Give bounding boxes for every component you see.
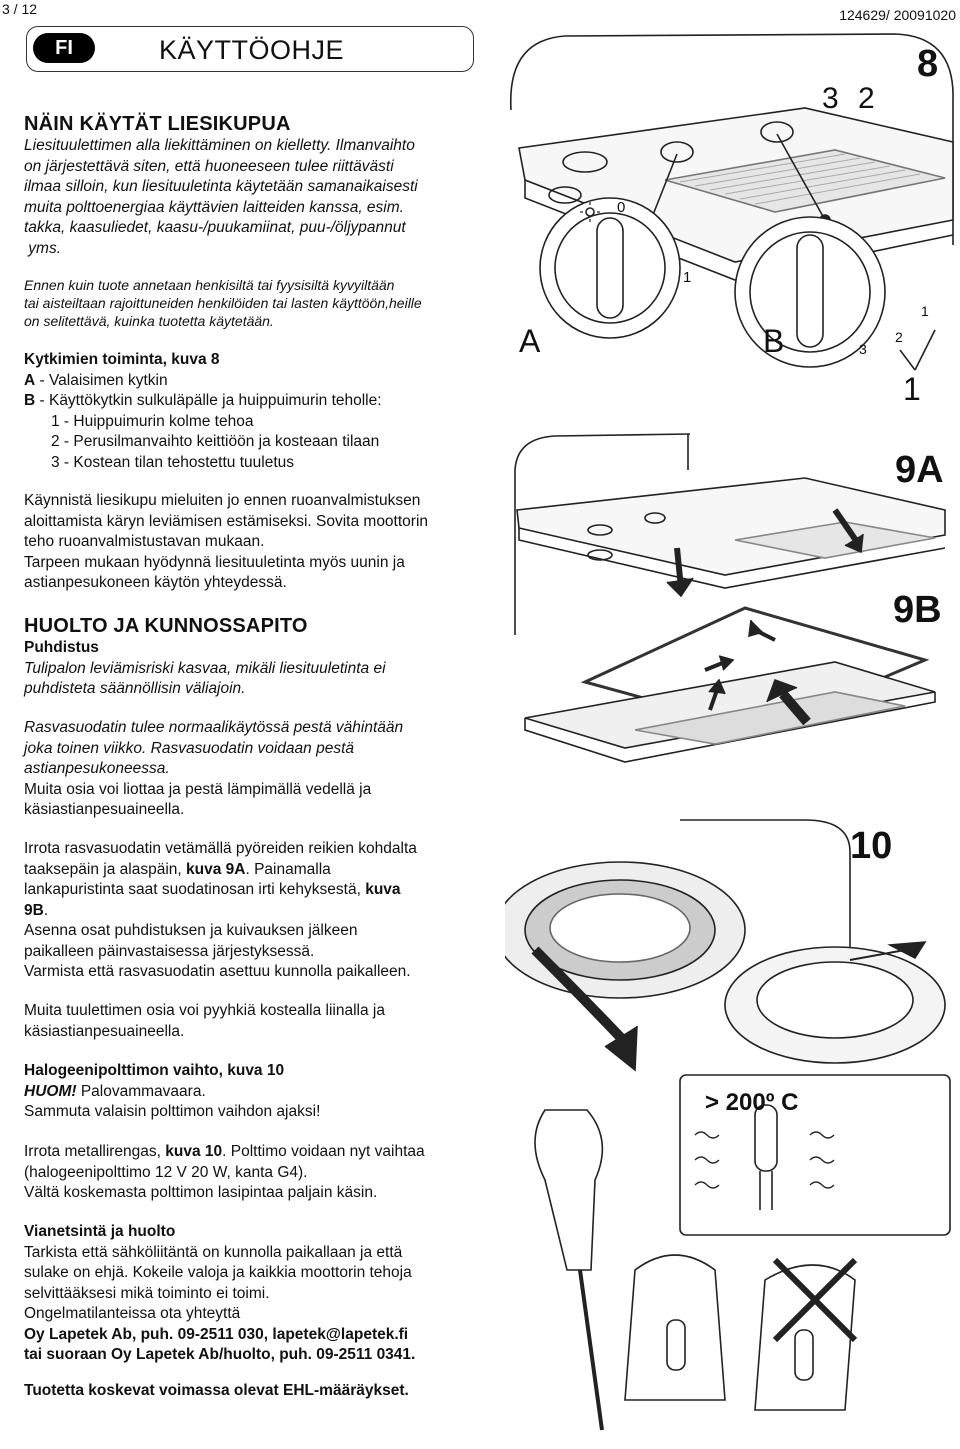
text-line: käsiastianpesuaineella. [24,801,185,818]
text-line: tai aisteiltaan rajoittuneiden henkilöiden tai lasten käyttöön,heille [24,295,422,311]
safety-warning-paragraph [24,276,504,330]
text-line: käsiastianpesuaineella. [24,1022,185,1040]
text-line: Ennen kuin tuote annetaan henkisiltä tai fyysisiltä kyvyiltään [24,277,395,293]
document-code: 124629/ 20091020 [839,7,956,23]
control-key: A [24,371,36,389]
text-line: Irrota rasvasuodatin vetämällä pyöreiden reikien kohdalta [24,840,417,857]
text-line: Liesituulettimen alla liekittäminen on kielletty. Ilmanvaihto [24,137,415,154]
page-title: KÄYTTÖOHJE [159,35,345,65]
ring-paragraph [24,1142,504,1204]
control-key: B [24,392,36,409]
dial-a-mark-0: 0 [617,199,626,216]
knob-number-3: 3 [822,82,839,115]
text-line: lankapuristinta saat suodatinosan irti kehyksestä, kuva [24,881,401,898]
text-line: astianpesukoneessa. [24,760,170,777]
text-line: 9B. [24,901,49,919]
control-b-list [24,412,504,474]
dial-a-mark-1: 1 [683,269,692,286]
text-line: Muita tuulettimen osia voi pyyhkiä kostealla liinalla ja [24,1002,385,1019]
text-line: Tarpeen mukaan hyödynnä liesituuletinta myös uunin ja [24,553,405,571]
screwdriver-shaft [580,1270,602,1430]
list-item: 3 - Kostean tilan tehostettu tuuletus [51,453,294,471]
dial-b-big-1: 1 [903,371,921,407]
control-desc: - Valaisimen kytkin [35,371,168,389]
figure-8-controls [505,30,955,430]
text-line: on selitettävä, kuinka tuotetta käytetään. [24,313,274,329]
switch-off-note: Sammuta valaisin polttimon vaihdon ajaksi! [24,1103,321,1120]
halogen-section [24,1061,504,1123]
warning-text: Palovammavaara. [76,1082,206,1100]
control-desc: - Käyttökytkin sulkuläpälle ja huippuimurin teholle: [35,392,382,409]
list-item: 2 - Perusilmanvaihto keittiöön ja kosteaan tilaan [51,433,380,450]
knob-number-2: 2 [858,82,875,115]
controls-section [24,350,504,473]
text-line: Vältä koskemasta polttimon lasipintaa paljain käsin. [24,1184,378,1201]
page-number: 3 / 12 [2,1,38,17]
halogen-heading: Halogeenipolttimon vaihto, kuva 10 [24,1062,285,1079]
figure-label-9a: 9A [895,449,944,491]
controls-heading: Kytkimien toiminta, kuva 8 [24,351,220,368]
dial-b-mark-3: 3 [859,341,867,357]
text-line: Varmista että rasvasuodatin asettuu kunnolla paikalleen. [24,963,411,980]
ventilation-paragraph [24,136,494,259]
section-heading-usage: NÄIN KÄYTÄT LIESIKUPUA [24,113,291,135]
text-line: paikalleen päinvastaisessa järjestyksessä. [24,942,315,960]
text-line: muita polttoenergiaa käyttävien laitteiden kanssa, esim. [24,198,404,216]
contact-line: tai suoraan Oy Lapetek Ab/huolto, puh. 09-2511 0341. [24,1346,416,1363]
usage-paragraph [24,491,504,594]
filter-removal-paragraph [24,839,504,983]
text-line: Ongelmatilanteissa ota yhteyttä [24,1305,241,1322]
temperature-label: > 200º C [705,1089,799,1116]
dial-b-mark-2: 2 [895,329,903,345]
figure-label-8: 8 [917,43,939,85]
text-line: ilmaa silloin, kun liesituuletinta käytetään samanaikaisesti [24,178,418,195]
text-line: (halogeenipolttimo 12 V 20 W, kanta G4). [24,1163,308,1181]
section-heading-maintenance: HUOLTO JA KUNNOSSAPITO [24,615,308,637]
dial-label-a: A [519,323,541,359]
troubleshooting-section [24,1222,504,1366]
contact-line: Oy Lapetek Ab, puh. 09-2511 030, lapetek@lapetek.fi [24,1325,409,1343]
text-line: aloittamista käryn leviämisen estämiseksi. Sovita moottorin [24,512,429,530]
ehl-note: Tuotetta koskevat voimassa olevat EHL-määräykset. [24,1382,409,1399]
warning-label: HUOM! [24,1082,77,1100]
text-line: taaksepäin ja alaspäin, kuva 9A. Painamalla [24,860,331,878]
figure-10-halogen [505,800,955,1440]
text-line: puhdisteta säännöllisin väliajoin. [24,680,246,697]
text-line: teho ruoanvalmistustavan mukaan. [24,533,265,550]
troubleshooting-heading: Vianetsintä ja huolto [24,1223,176,1240]
text-line: on järjestettävä siten, että huoneeseen tulee riittävästi [24,157,394,175]
control-a-line [24,371,504,392]
pull-arrow-left-head [667,578,693,596]
text-line: Tulipalon leviämisriski kasvaa, mikäli liesituuletinta ei [24,659,386,677]
title-box [26,26,474,72]
cleaning-heading: Puhdistus [24,639,99,656]
screwdriver-handle [535,1110,602,1270]
text-line: Irrota metallirengas, kuva 10. Polttimo voidaan nyt vaihtaa [24,1143,425,1160]
control-b-line [24,391,504,412]
text-line: Muita osia voi liottaa ja pestä lämpimällä vedellä ja [24,780,372,798]
text-line: Asenna osat puhdistuksen ja kuivauksen jälkeen [24,922,358,939]
text-line: yms. [24,239,62,257]
text-line: takka, kaasuliedet, kaasu-/puukamiinat, puu-/öljypannut [24,219,406,236]
list-item: 1 - Huippuimurin kolme tehoa [51,412,254,430]
text-line: selvittääksesi mikä toiminto ei toimi. [24,1284,270,1302]
language-badge: FI [33,33,95,63]
maintenance-section [24,614,504,700]
wipe-paragraph [24,1001,504,1042]
figure-9-filter [505,430,955,800]
text-line: astianpesukoneen käytön yhteydessä. [24,574,287,591]
text-line: Tarkista että sähköliitäntä on kunnolla paikallaan ja että [24,1243,403,1261]
text-line: sulake on ehjä. Kokeile valoja ja kaikkia moottorin tehoja [24,1264,412,1281]
figure-label-10: 10 [850,825,893,867]
text-column [24,112,494,259]
text-line: joka toinen viikko. Rasvasuodatin voidaan pestä [24,739,355,757]
fire-risk-paragraph [24,659,504,700]
dial-b-mark-1: 1 [921,303,929,319]
text-line: Käynnistä liesikupu mieluiten jo ennen ruoanvalmistuksen [24,492,421,509]
dial-label-b: B [763,323,785,359]
dial-a-inner [555,213,665,323]
figure-label-9b: 9B [893,589,942,631]
text-line: Rasvasuodatin tulee normaalikäytössä pestä vähintään [24,719,404,736]
filter-wash-paragraph [24,718,504,821]
